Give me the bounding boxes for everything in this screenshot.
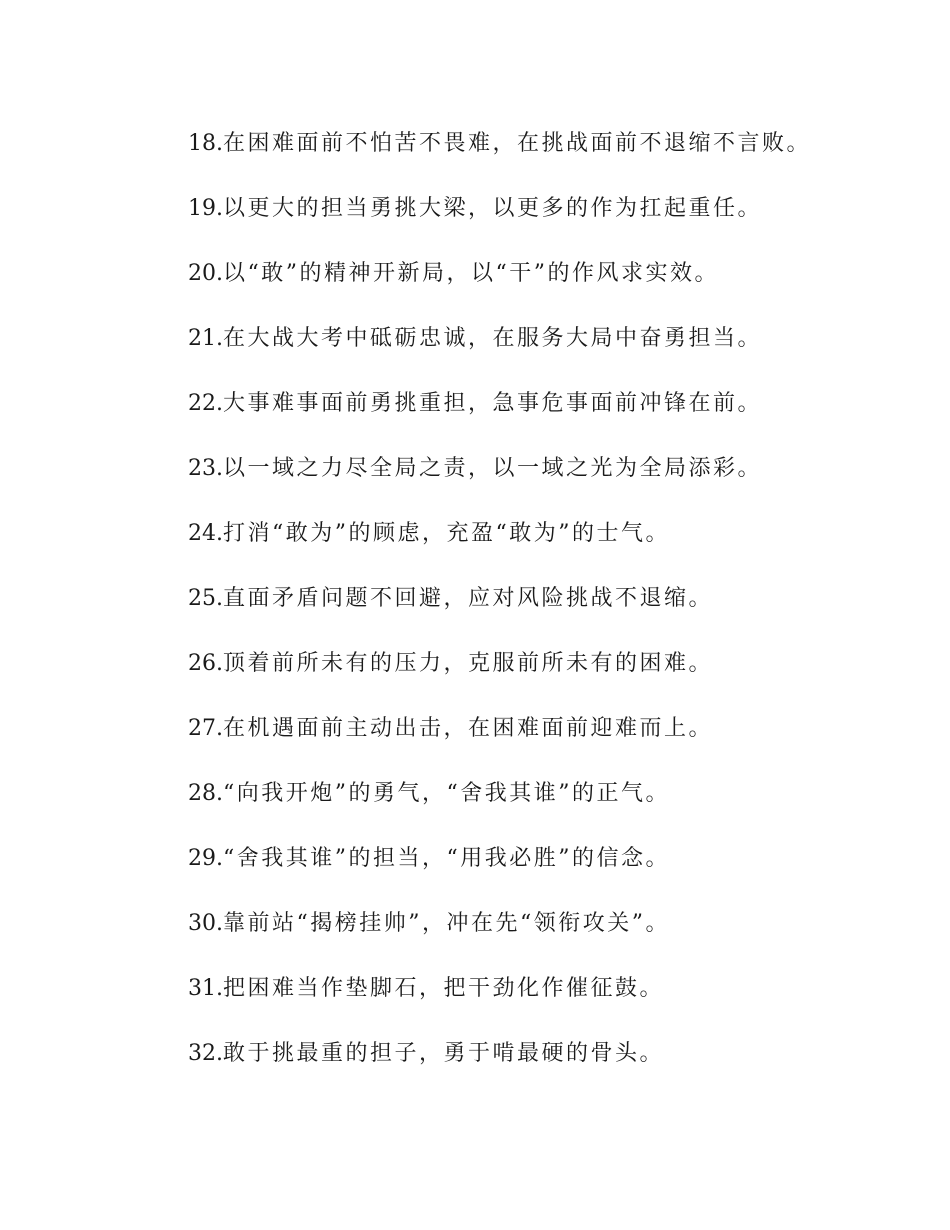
list-item <box>188 1036 928 1101</box>
item-number: 26. <box>188 651 223 676</box>
item-number: 25. <box>188 586 223 611</box>
item-text: 以“敢”的精神开新局，以“干”的作风求实效。 <box>223 261 719 286</box>
item-number: 23. <box>188 456 223 481</box>
item-text: 把困难当作垫脚石，把干劲化作催征鼓。 <box>223 976 665 1001</box>
item-text: 顶着前所未有的压力，克服前所未有的困难。 <box>223 651 714 676</box>
item-text: 靠前站“揭榜挂帅”，冲在先“领衔攻关”。 <box>223 911 670 936</box>
list-item <box>188 126 928 191</box>
item-number: 24. <box>188 521 223 546</box>
list-item <box>188 711 928 776</box>
item-number: 28. <box>188 781 223 806</box>
list-item <box>188 646 928 711</box>
list-item <box>188 906 928 971</box>
list-item <box>188 256 928 321</box>
list-item <box>188 776 928 841</box>
item-number: 32. <box>188 1041 223 1066</box>
list-item <box>188 191 928 256</box>
item-text: 在困难面前不怕苦不畏难，在挑战面前不退缩不言败。 <box>223 131 812 156</box>
item-number: 31. <box>188 976 223 1001</box>
item-text: 以更大的担当勇挑大梁，以更多的作为扛起重任。 <box>223 196 763 221</box>
item-number: 27. <box>188 716 223 741</box>
item-number: 21. <box>188 326 223 351</box>
numbered-list <box>188 126 928 1101</box>
list-item <box>188 581 928 646</box>
list-item <box>188 971 928 1036</box>
item-text: 以一域之力尽全局之责，以一域之光为全局添彩。 <box>223 456 763 481</box>
item-number: 20. <box>188 261 223 286</box>
item-text: 在大战大考中砥砺忠诚，在服务大局中奋勇担当。 <box>223 326 763 351</box>
item-number: 19. <box>188 196 223 221</box>
item-text: 敢于挑最重的担子，勇于啃最硬的骨头。 <box>223 1041 665 1066</box>
item-text: “舍我其谁”的担当，“用我必胜”的信念。 <box>223 846 670 871</box>
item-text: 直面矛盾问题不回避，应对风险挑战不退缩。 <box>223 586 714 611</box>
item-number: 29. <box>188 846 223 871</box>
list-item <box>188 386 928 451</box>
item-text: 在机遇面前主动出击，在困难面前迎难而上。 <box>223 716 714 741</box>
list-item <box>188 841 928 906</box>
list-item <box>188 451 928 516</box>
item-number: 30. <box>188 911 223 936</box>
item-number: 22. <box>188 391 223 416</box>
item-text: “向我开炮”的勇气，“舍我其谁”的正气。 <box>223 781 670 806</box>
item-number: 18. <box>188 131 223 156</box>
list-item <box>188 516 928 581</box>
item-text: 大事难事面前勇挑重担，急事危事面前冲锋在前。 <box>223 391 763 416</box>
item-text: 打消“敢为”的顾虑，充盈“敢为”的士气。 <box>223 521 670 546</box>
list-item <box>188 321 928 386</box>
